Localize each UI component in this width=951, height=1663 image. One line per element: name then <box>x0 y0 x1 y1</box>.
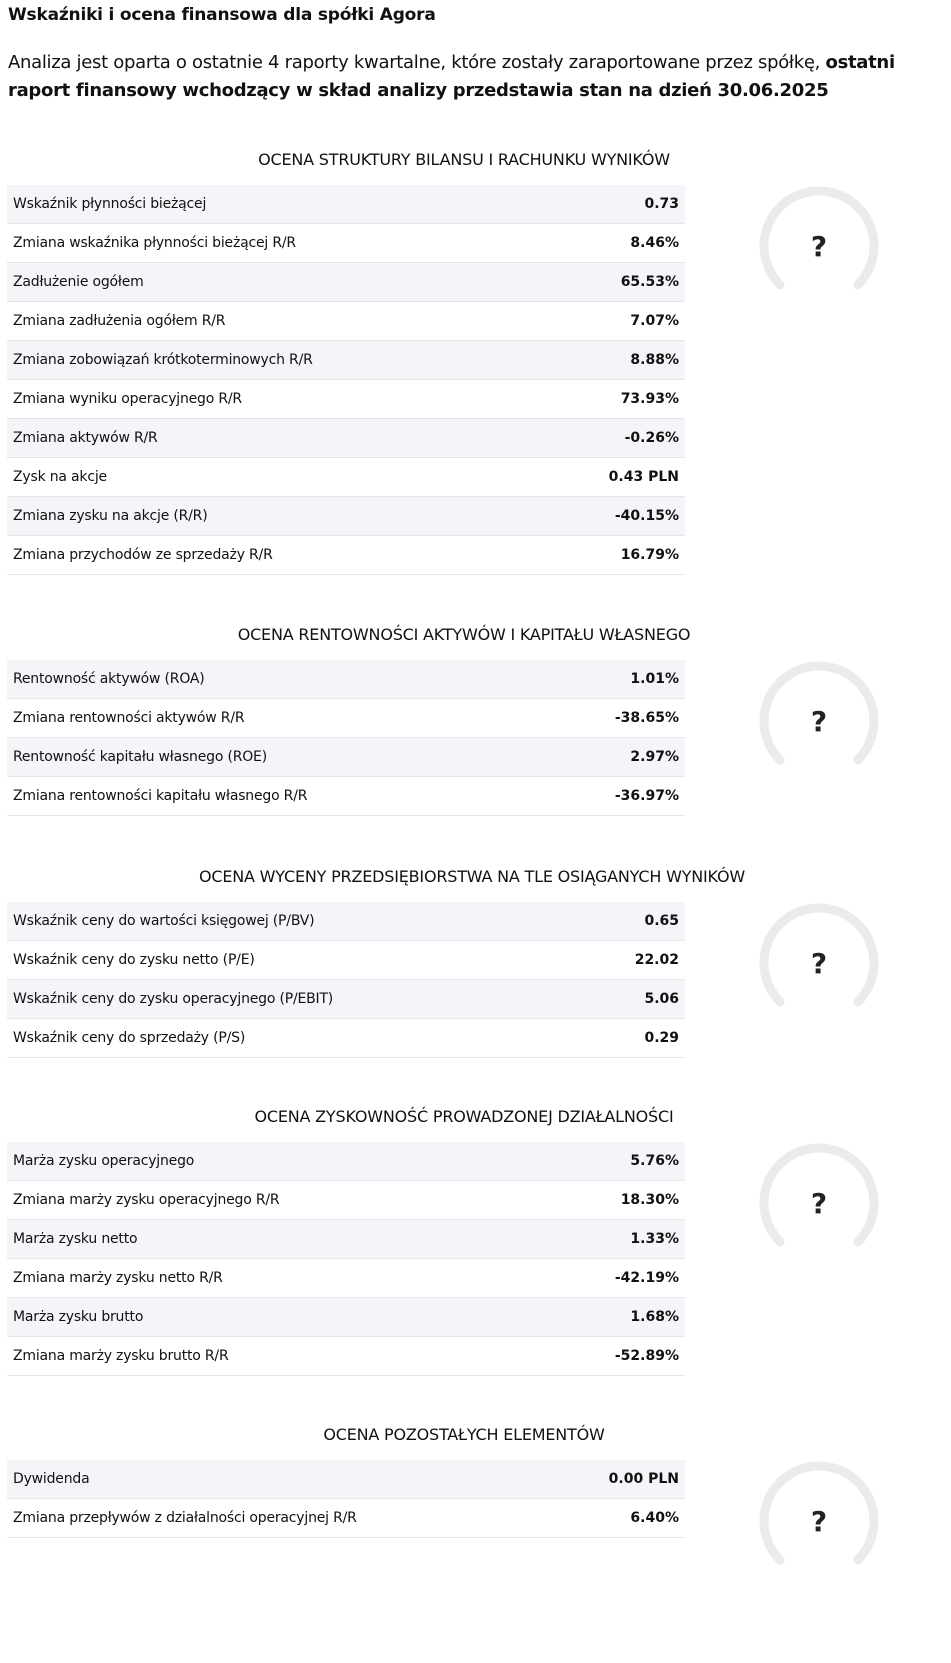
indicator-value: 6.40% <box>558 1499 685 1538</box>
rating-gauge <box>758 1142 898 1282</box>
page <box>0 0 951 105</box>
indicator-value: 1.01% <box>550 660 685 699</box>
indicator-label: Zmiana aktywów R/R <box>7 419 543 458</box>
table-row <box>7 1181 685 1220</box>
indicator-label: Zmiana marży zysku netto R/R <box>7 1259 539 1298</box>
indicator-label: Zmiana wskaźnika płynności bieżącej R/R <box>7 224 543 263</box>
table-row <box>7 941 685 980</box>
rating-gauge <box>758 185 898 325</box>
section-title: OCENA RENTOWNOŚCI AKTYWÓW I KAPITAŁU WŁASNEGO <box>237 625 691 644</box>
indicator-value: 0.00 PLN <box>558 1460 685 1499</box>
table-row <box>7 497 685 536</box>
indicator-label: Zysk na akcje <box>7 458 543 497</box>
indicator-value: 0.73 <box>543 185 685 224</box>
table-row <box>7 1337 685 1376</box>
rating-gauge <box>758 660 898 800</box>
table-row <box>7 738 685 777</box>
table-row <box>7 980 685 1019</box>
section-title: OCENA POZOSTAŁYCH ELEMENTÓW <box>323 1425 605 1444</box>
indicator-label: Wskaźnik ceny do zysku netto (P/E) <box>7 941 587 980</box>
indicator-value: -52.89% <box>539 1337 685 1376</box>
indicator-value: 1.68% <box>539 1298 685 1337</box>
indicator-value: -0.26% <box>543 419 685 458</box>
indicator-label: Zmiana wyniku operacyjnego R/R <box>7 380 543 419</box>
indicator-label: Wskaźnik ceny do sprzedaży (P/S) <box>7 1019 587 1058</box>
indicator-label: Zmiana przepływów z działalności operacyjnej R/R <box>7 1499 558 1538</box>
indicator-value: 2.97% <box>550 738 685 777</box>
indicator-value: 5.76% <box>539 1142 685 1181</box>
gauge-unknown-symbol: ? <box>810 704 828 738</box>
indicator-table <box>7 1460 685 1538</box>
section-title: OCENA WYCENY PRZEDSIĘBIORSTWA NA TLE OSIĄGANYCH WYNIKÓW <box>199 867 745 886</box>
table-row <box>7 1259 685 1298</box>
indicator-label: Marża zysku operacyjnego <box>7 1142 539 1181</box>
indicator-value: 65.53% <box>543 263 685 302</box>
indicator-table <box>7 902 685 1058</box>
indicator-value: 0.43 PLN <box>543 458 685 497</box>
indicator-table <box>7 1142 685 1376</box>
intro-text <box>8 49 908 105</box>
indicator-label: Dywidenda <box>7 1460 558 1499</box>
indicator-label: Wskaźnik płynności bieżącej <box>7 185 543 224</box>
table-row <box>7 302 685 341</box>
intro-plain: Analiza jest oparta o ostatnie 4 raporty kwartalne, które zostały zaraportowane przez spółkę, <box>8 52 826 73</box>
indicator-label: Marża zysku netto <box>7 1220 539 1259</box>
indicator-label: Zmiana zobowiązań krótkoterminowych R/R <box>7 341 543 380</box>
indicator-label: Zmiana marży zysku brutto R/R <box>7 1337 539 1376</box>
gauge-unknown-symbol: ? <box>810 229 828 263</box>
table-row <box>7 380 685 419</box>
page-title: Wskaźniki i ocena finansowa dla spółki Agora <box>8 5 436 25</box>
table-row <box>7 1220 685 1259</box>
section-title: OCENA ZYSKOWNOŚĆ PROWADZONEJ DZIAŁALNOŚCI <box>254 1107 674 1126</box>
rating-gauge <box>758 902 898 1042</box>
indicator-value: 7.07% <box>543 302 685 341</box>
table-row <box>7 1019 685 1058</box>
table-row <box>7 902 685 941</box>
indicator-label: Zmiana marży zysku operacyjnego R/R <box>7 1181 539 1220</box>
table-row <box>7 699 685 738</box>
indicator-value: 1.33% <box>539 1220 685 1259</box>
indicator-label: Wskaźnik ceny do zysku operacyjnego (P/EBIT) <box>7 980 587 1019</box>
gauge-unknown-symbol: ? <box>810 946 828 980</box>
indicator-label: Zmiana zadłużenia ogółem R/R <box>7 302 543 341</box>
indicator-value: 8.88% <box>543 341 685 380</box>
indicator-value: 22.02 <box>587 941 685 980</box>
indicator-value: -38.65% <box>550 699 685 738</box>
indicator-table <box>7 660 685 816</box>
table-row <box>7 1499 685 1538</box>
indicator-value: 16.79% <box>543 536 685 575</box>
table-row <box>7 224 685 263</box>
gauge-unknown-symbol: ? <box>810 1186 828 1220</box>
section-title: OCENA STRUKTURY BILANSU I RACHUNKU WYNIKÓW <box>258 150 670 169</box>
indicator-label: Zmiana przychodów ze sprzedaży R/R <box>7 536 543 575</box>
intro-bold: ostatni raport finansowy wchodzący w skład analizy przedstawia stan na dzień 30.06.2025 <box>8 52 895 101</box>
indicator-label: Rentowność kapitału własnego (ROE) <box>7 738 550 777</box>
table-row <box>7 777 685 816</box>
table-row <box>7 1142 685 1181</box>
table-row <box>7 419 685 458</box>
rating-gauge <box>758 1460 898 1600</box>
indicator-value: -40.15% <box>543 497 685 536</box>
table-row <box>7 1298 685 1337</box>
indicator-label: Zadłużenie ogółem <box>7 263 543 302</box>
indicator-label: Zmiana rentowności aktywów R/R <box>7 699 550 738</box>
indicator-value: 73.93% <box>543 380 685 419</box>
indicator-value: 18.30% <box>539 1181 685 1220</box>
indicator-value: -36.97% <box>550 777 685 816</box>
indicator-label: Rentowność aktywów (ROA) <box>7 660 550 699</box>
indicator-table <box>7 185 685 575</box>
indicator-label: Marża zysku brutto <box>7 1298 539 1337</box>
table-row <box>7 341 685 380</box>
indicator-label: Zmiana zysku na akcje (R/R) <box>7 497 543 536</box>
indicator-value: 0.65 <box>587 902 685 941</box>
indicator-value: 8.46% <box>543 224 685 263</box>
indicator-value: -42.19% <box>539 1259 685 1298</box>
indicator-label: Zmiana rentowności kapitału własnego R/R <box>7 777 550 816</box>
table-row <box>7 1460 685 1499</box>
indicator-label: Wskaźnik ceny do wartości księgowej (P/BV) <box>7 902 587 941</box>
table-row <box>7 536 685 575</box>
table-row <box>7 263 685 302</box>
table-row <box>7 660 685 699</box>
indicator-value: 5.06 <box>587 980 685 1019</box>
table-row <box>7 458 685 497</box>
indicator-value: 0.29 <box>587 1019 685 1058</box>
table-row <box>7 185 685 224</box>
gauge-unknown-symbol: ? <box>810 1504 828 1538</box>
